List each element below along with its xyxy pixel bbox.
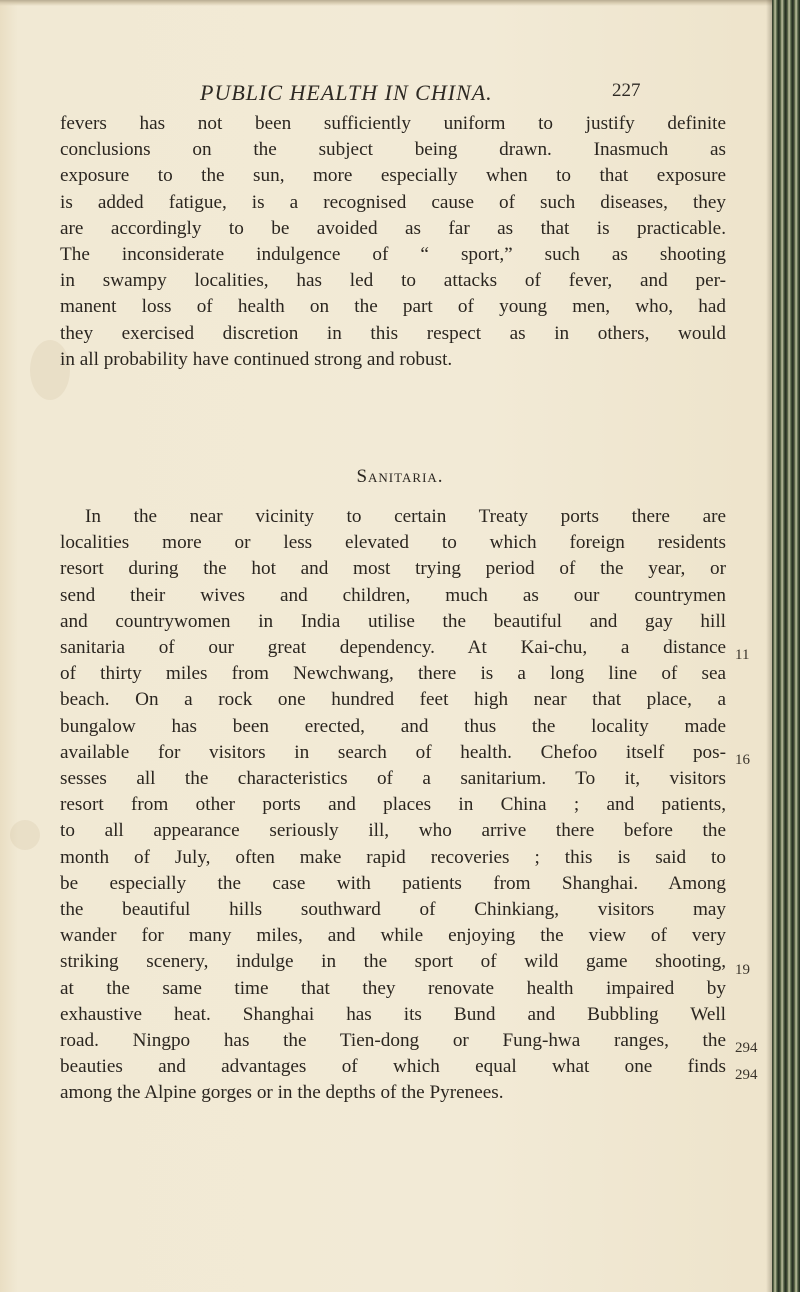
text-line: In the near vicinity to certain Treaty ports there are: [85, 506, 726, 527]
text-line: to all appearance seriously ill, who arrive there before the: [60, 820, 726, 842]
text-line: striking scenery, indulge in the sport of wild game shooting,: [60, 951, 726, 973]
paragraph-sanitaria: [60, 504, 726, 1107]
margin-note: 294: [735, 1067, 758, 1083]
page-number: 227: [612, 80, 641, 101]
text-line: wander for many miles, and while enjoying the view of very: [60, 925, 726, 947]
text-line: they exercised discretion in this respect as in others, would: [60, 322, 726, 344]
text-line: exposure to the sun, more especially when to that exposure: [60, 165, 726, 187]
text-line: available for visitors in search of health. Chefoo itself pos-: [60, 741, 726, 763]
text-line: among the Alpine gorges or in the depths of the Pyrenees.: [60, 1082, 504, 1104]
text-line: of thirty miles from Newchwang, there is a long line of sea: [60, 663, 726, 685]
text-line: beach. On a rock one hundred feet high near that place, a: [60, 689, 726, 711]
text-line: be especially the case with patients from Shanghai. Among: [60, 872, 726, 894]
text-line: is added fatigue, is a recognised cause of such diseases, they: [60, 191, 726, 213]
text-line: are accordingly to be avoided as far as that is practicable.: [60, 217, 726, 239]
margin-note: 294: [735, 1040, 758, 1056]
running-title: PUBLIC HEALTH IN CHINA.: [200, 80, 493, 105]
section-heading-sanitaria: Sanitaria.: [356, 466, 444, 487]
margin-note: 11: [735, 647, 750, 663]
running-head: [0, 80, 800, 110]
text-line: beauties and advantages of which equal what one finds: [60, 1056, 726, 1078]
text-line: sesses all the characteristics of a sanitarium. To it, visitors: [60, 768, 726, 790]
text-line: in all probability have continued strong and robust.: [60, 348, 453, 370]
margin-note: 16: [735, 752, 750, 768]
text-line: in swampy localities, has led to attacks of fever, and per-: [60, 270, 726, 292]
book-spine-edge: [772, 0, 800, 1292]
paragraph-fevers: [60, 111, 726, 373]
text-line: manent loss of health on the part of young men, who, had: [60, 296, 726, 318]
text-line: conclusions on the subject being drawn. Inasmuch as: [60, 139, 726, 161]
text-line: month of July, often make rapid recoveries ; this is said to: [60, 846, 726, 868]
text-line: the beautiful hills southward of Chinkiang, visitors may: [60, 899, 726, 921]
text-line: The inconsiderate indulgence of “ sport,” such as shooting: [60, 244, 726, 266]
paper-stain: [10, 820, 40, 850]
text-line: sanitaria of our great dependency. At Kai-chu, a distance: [60, 637, 726, 659]
text-line: resort during the hot and most trying period of the year, or: [60, 558, 726, 580]
text-line: exhaustive heat. Shanghai has its Bund and Bubbling Well: [60, 1003, 726, 1025]
text-line: bungalow has been erected, and thus the locality made: [60, 715, 726, 737]
text-line: fevers has not been sufficiently uniform to justify definite: [60, 113, 726, 134]
text-line: resort from other ports and places in China ; and patients,: [60, 794, 726, 816]
page-top-edge: [0, 0, 780, 6]
text-line: and countrywomen in India utilise the beautiful and gay hill: [60, 610, 726, 632]
text-line: road. Ningpo has the Tien-dong or Fung-hwa ranges, the: [60, 1030, 726, 1052]
text-line: send their wives and children, much as our countrymen: [60, 584, 726, 606]
text-line: localities more or less elevated to which foreign residents: [60, 532, 726, 554]
text-line: at the same time that they renovate health impaired by: [60, 977, 726, 999]
margin-note: 19: [735, 962, 750, 978]
